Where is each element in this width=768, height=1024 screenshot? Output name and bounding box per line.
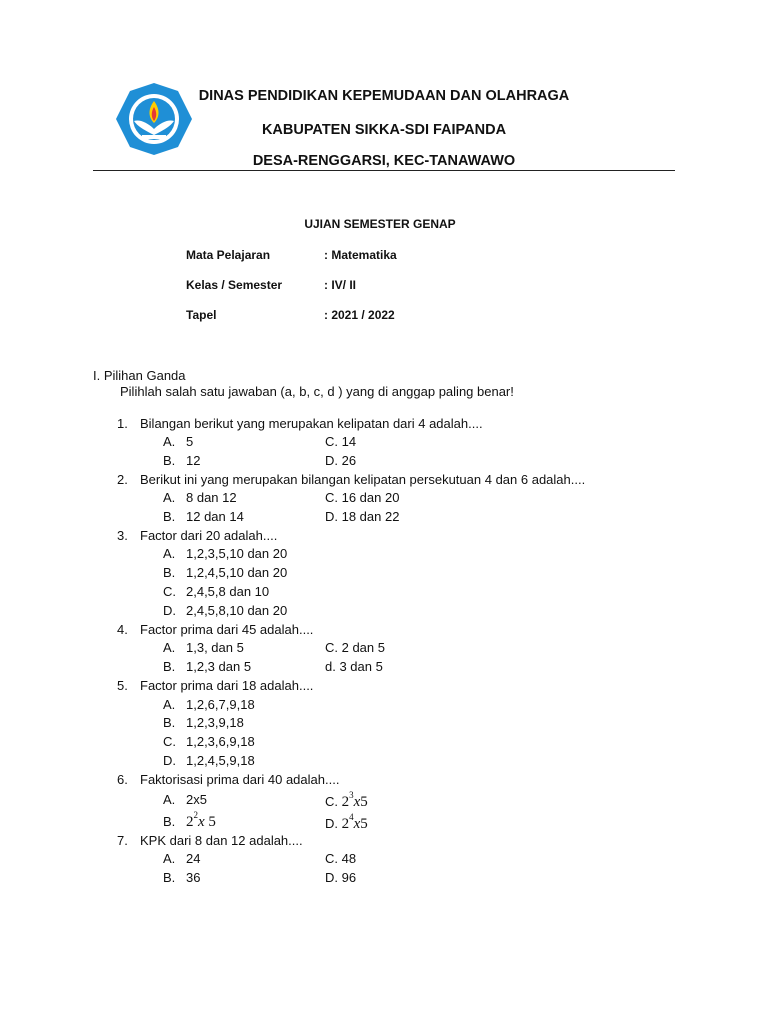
subject-value: : Matematika [324,248,397,262]
option-c: C. 48 [325,851,357,866]
option-c: 1,2,3,6,9,18 [186,734,255,749]
option-c: 2,4,5,8 dan 10 [186,584,270,599]
option-b [186,812,216,831]
option-c: C. 2 dan 5 [325,640,385,655]
option-b: 12 [186,453,201,468]
option-b: 1,2,3,9,18 [186,715,244,730]
option-label: A. [163,434,176,449]
option-a: 1,2,6,7,9,18 [186,697,255,712]
option-a: 5 [186,434,194,449]
math-expression: $2^3x5$ [341,790,368,810]
option-label: A. [163,851,176,866]
subject-label: Mata Pelajaran [186,248,271,262]
option-label: A. [163,640,176,655]
option-b: 1,2,4,5,10 dan 20 [186,565,288,580]
option-d: 2,4,5,8,10 dan 20 [186,603,288,618]
question-number: 5. [117,678,128,693]
math-expression: $2^4x5$ [341,812,368,832]
option-d: 1,2,4,5,9,18 [186,753,255,768]
option-label: B. [163,509,176,524]
question-text: Factor prima dari 18 adalah.... [140,678,314,693]
option-label: A. [163,490,176,505]
question-text: Bilangan berikut yang merupakan kelipatan dari 4 adalah.... [140,416,483,431]
section-title: I. Pilihan Ganda [93,368,186,383]
option-d: D. 18 dan 22 [325,509,400,524]
math-expression: $2^2x$ 5 [186,810,216,830]
class-value: : IV/ II [324,278,357,292]
option-label: B. [163,453,176,468]
header-line-agency: DINAS PENDIDIKAN KEPEMUDAAN DAN OLAHRAGA [198,88,570,104]
option-label: B. [163,565,176,580]
option-a: 1,3, dan 5 [186,640,244,655]
header-line-village: DESA-RENGGARSI, KEC-TANAWAWO [252,153,516,169]
option-label: A. [163,546,176,561]
option-a: 24 [186,851,201,866]
question-text: Factor prima dari 45 adalah.... [140,622,314,637]
option-d: d. 3 dan 5 [325,659,383,674]
year-label: Tapel [186,308,217,322]
option-a: 1,2,3,5,10 dan 20 [186,546,288,561]
option-c: C. 16 dan 20 [325,490,400,505]
option-c [325,792,368,811]
option-label: D. [325,816,338,831]
option-label: B. [163,659,176,674]
option-a: 2x5 [186,792,207,807]
question-number: 6. [117,772,128,787]
option-label: D. [163,603,176,618]
option-label: B. [163,814,176,829]
year-value: : 2021 / 2022 [324,308,395,322]
question-number: 7. [117,833,128,848]
option-d [325,814,368,833]
option-c: C. 14 [325,434,357,449]
exam-title: UJIAN SEMESTER GENAP [304,217,456,231]
option-label: C. [163,584,176,599]
option-label: C. [163,734,176,749]
header-divider [93,170,675,171]
option-label: B. [163,715,176,730]
header-line-regency: KABUPATEN SIKKA-SDI FAIPANDA [261,122,507,138]
section-instruction: Pilihlah salah satu jawaban (a, b, c, d ) yang di anggap paling benar! [120,384,514,399]
question-text: Factor dari 20 adalah.... [140,528,278,543]
question-number: 2. [117,472,128,487]
option-label: B. [163,870,176,885]
question-number: 4. [117,622,128,637]
option-label: A. [163,792,176,807]
option-label: D. [163,753,176,768]
option-b: 12 dan 14 [186,509,244,524]
option-label: A. [163,697,176,712]
question-text: KPK dari 8 dan 12 adalah.... [140,833,303,848]
option-b: 1,2,3 dan 5 [186,659,252,674]
class-label: Kelas / Semester [186,278,283,292]
question-number: 1. [117,416,128,431]
option-a: 8 dan 12 [186,490,237,505]
option-d: D. 96 [325,870,357,885]
option-b: 36 [186,870,201,885]
question-text: Berikut ini yang merupakan bilangan kelipatan persekutuan 4 dan 6 adalah.... [140,472,586,487]
question-number: 3. [117,528,128,543]
question-text: Faktorisasi prima dari 40 adalah.... [140,772,340,787]
option-label: C. [325,794,338,809]
option-d: D. 26 [325,453,357,468]
